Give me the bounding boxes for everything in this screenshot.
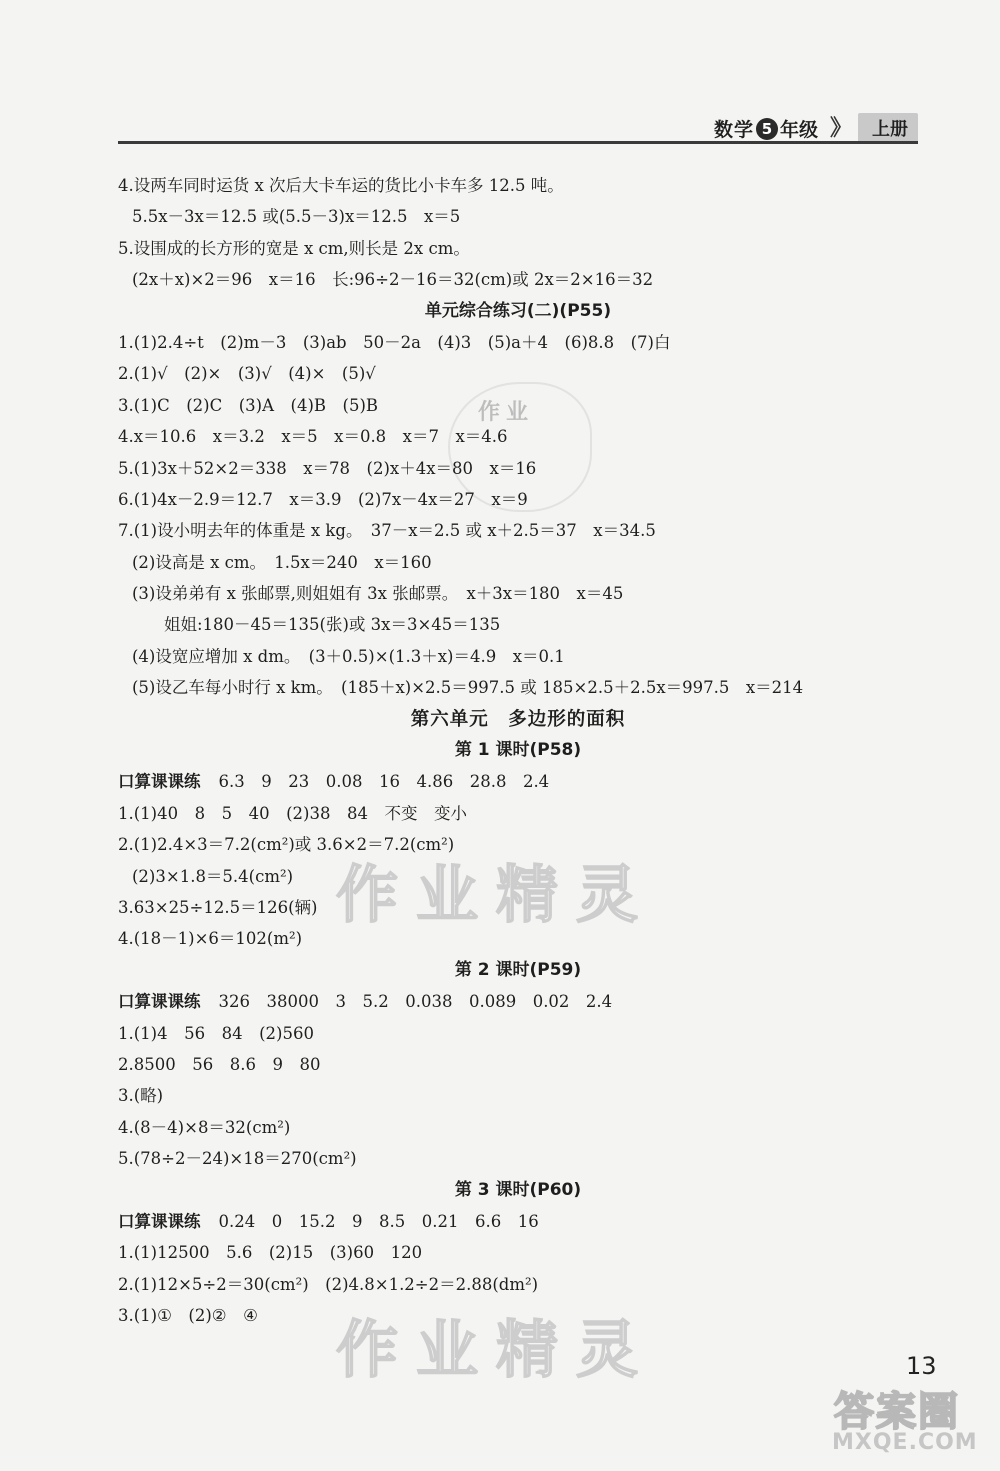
answer-item: 4.(18－1)×6＝102(m²) bbox=[118, 929, 303, 949]
answer-subitem: 姐姐:180－45＝135(张)或 3x＝3×45＝135 bbox=[164, 615, 501, 635]
watermark-text: 作业精灵 bbox=[336, 858, 657, 931]
watermark-text: 作业精灵 bbox=[336, 1313, 657, 1386]
section-heading: 单元综合练习(二)(P55) bbox=[424, 300, 612, 321]
answer-item: 5.(1)3x＋52×2＝338 x＝78 (2)x＋4x＝80 x＝16 bbox=[118, 458, 537, 478]
answer-item: 6.(1)4x－2.9＝12.7 x＝3.9 (2)7x－4x＝27 x＝9 bbox=[118, 489, 528, 509]
answer-item: 7.(1)设小明去年的体重是 x kg。 37－x＝2.5 或 x＋2.5＝37 x＝34.5 bbox=[118, 521, 656, 541]
answer-item: 3.(1)C (2)C (3)A (4)B (5)B bbox=[118, 395, 379, 415]
answer-item: 1.(1)4 56 84 (2)560 bbox=[118, 1023, 314, 1043]
answer-content bbox=[118, 170, 918, 1331]
section-heading: 第 2 课时(P59) bbox=[454, 959, 582, 980]
header-grade-suffix: 年级 bbox=[779, 119, 818, 141]
answer-item: 5.(78÷2－24)×18＝270(cm²) bbox=[118, 1149, 357, 1169]
mental-math-label: 口算课课练 bbox=[118, 1211, 201, 1231]
page-header bbox=[118, 114, 918, 144]
mental-math-line bbox=[118, 766, 918, 797]
answer-item: 2.(1)√ (2)× (3)√ (4)× (5)√ bbox=[118, 364, 376, 384]
site-logo-cn: 答案圈 bbox=[834, 1389, 960, 1435]
answer-item: 3.(略) bbox=[118, 1086, 164, 1106]
answer-subitem: (5)设乙车每小时行 x km。 (185＋x)×2.5＝997.5 或 185×2.5＋2.5x＝997.5 x＝214 bbox=[132, 678, 804, 698]
header-grade-number: 5 bbox=[756, 118, 778, 140]
answer-item: 3.63×25÷12.5＝126(辆) bbox=[118, 897, 318, 917]
answer-subitem: (3)设弟弟有 x 张邮票,则姐姐有 3x 张邮票。 x＋3x＝180 x＝45 bbox=[132, 584, 624, 604]
answer-item: 5.设围成的长方形的宽是 x cm,则长是 2x cm。 bbox=[118, 238, 470, 258]
answer-item: 3.(1)① (2)② ④ bbox=[118, 1306, 258, 1326]
header-rule bbox=[118, 141, 918, 144]
site-logo-en: MXQE.COM bbox=[832, 1430, 978, 1455]
answer-item: 2.(1)2.4×3＝7.2(cm²)或 3.6×2＝7.2(cm²) bbox=[118, 835, 455, 855]
answer-item: 4.(8－4)×8＝32(cm²) bbox=[118, 1117, 291, 1137]
answer-item: 4.设两车同时运货 x 次后大卡车运的货比小卡车多 12.5 吨。 bbox=[118, 176, 564, 195]
mental-math-label: 口算课课练 bbox=[118, 992, 201, 1012]
answer-item: 1.(1)2.4÷t (2)m－3 (3)ab 50－2a (4)3 (5)a＋4 (6)8.8 (7)白 bbox=[118, 332, 671, 352]
header-volume-tab: 上册 bbox=[858, 113, 918, 142]
answer-item: 1.(1)40 8 5 40 (2)38 84 不变 变小 bbox=[118, 803, 467, 823]
answer-subitem: (2)设高是 x cm。 1.5x＝240 x＝160 bbox=[132, 552, 432, 572]
answer-item: 4.x＝10.6 x＝3.2 x＝5 x＝0.8 x＝7 x＝4.6 bbox=[118, 427, 508, 447]
section-heading: 第 1 课时(P58) bbox=[454, 740, 582, 761]
section-heading: 第 3 课时(P60) bbox=[454, 1179, 582, 1200]
answer-item: 1.(1)12500 5.6 (2)15 (3)60 120 bbox=[118, 1243, 423, 1263]
unit-heading: 第六单元 多边形的面积 bbox=[410, 708, 626, 730]
mental-math-answers: 0.24 0 15.2 9 8.5 0.21 6.6 16 bbox=[218, 1211, 539, 1231]
site-logo bbox=[828, 1380, 988, 1466]
answer-item: 2.8500 56 8.6 9 80 bbox=[118, 1054, 321, 1074]
mental-math-line bbox=[118, 986, 918, 1017]
mental-math-line bbox=[118, 1206, 918, 1237]
header-subject: 数学 bbox=[713, 119, 754, 141]
answer-subitem: (4)设宽应增加 x dm。 (3＋0.5)×(1.3＋x)＝4.9 x＝0.1 bbox=[132, 646, 565, 666]
header-title-group bbox=[714, 114, 918, 142]
answer-item: 2.(1)12×5÷2＝30(cm²) (2)4.8×1.2÷2＝2.88(dm²) bbox=[118, 1274, 539, 1294]
answer-subitem: (2x＋x)×2＝96 x＝16 长:96÷2－16＝32(cm)或 2x＝2×16＝32 bbox=[132, 270, 654, 290]
answer-subitem: (2)3×1.8＝5.4(cm²) bbox=[132, 866, 294, 886]
double-chevron-icon: 》 bbox=[829, 116, 846, 141]
answer-subitem: 5.5x－3x＝12.5 或(5.5－3)x＝12.5 x＝5 bbox=[132, 207, 461, 227]
page-number: 13 bbox=[906, 1352, 937, 1380]
mental-math-label: 口算课课练 bbox=[118, 772, 201, 792]
mental-math-answers: 326 38000 3 5.2 0.038 0.089 0.02 2.4 bbox=[218, 992, 613, 1012]
mental-math-answers: 6.3 9 23 0.08 16 4.86 28.8 2.4 bbox=[218, 772, 550, 792]
watermark-stamp-text: 作业 bbox=[478, 400, 535, 425]
